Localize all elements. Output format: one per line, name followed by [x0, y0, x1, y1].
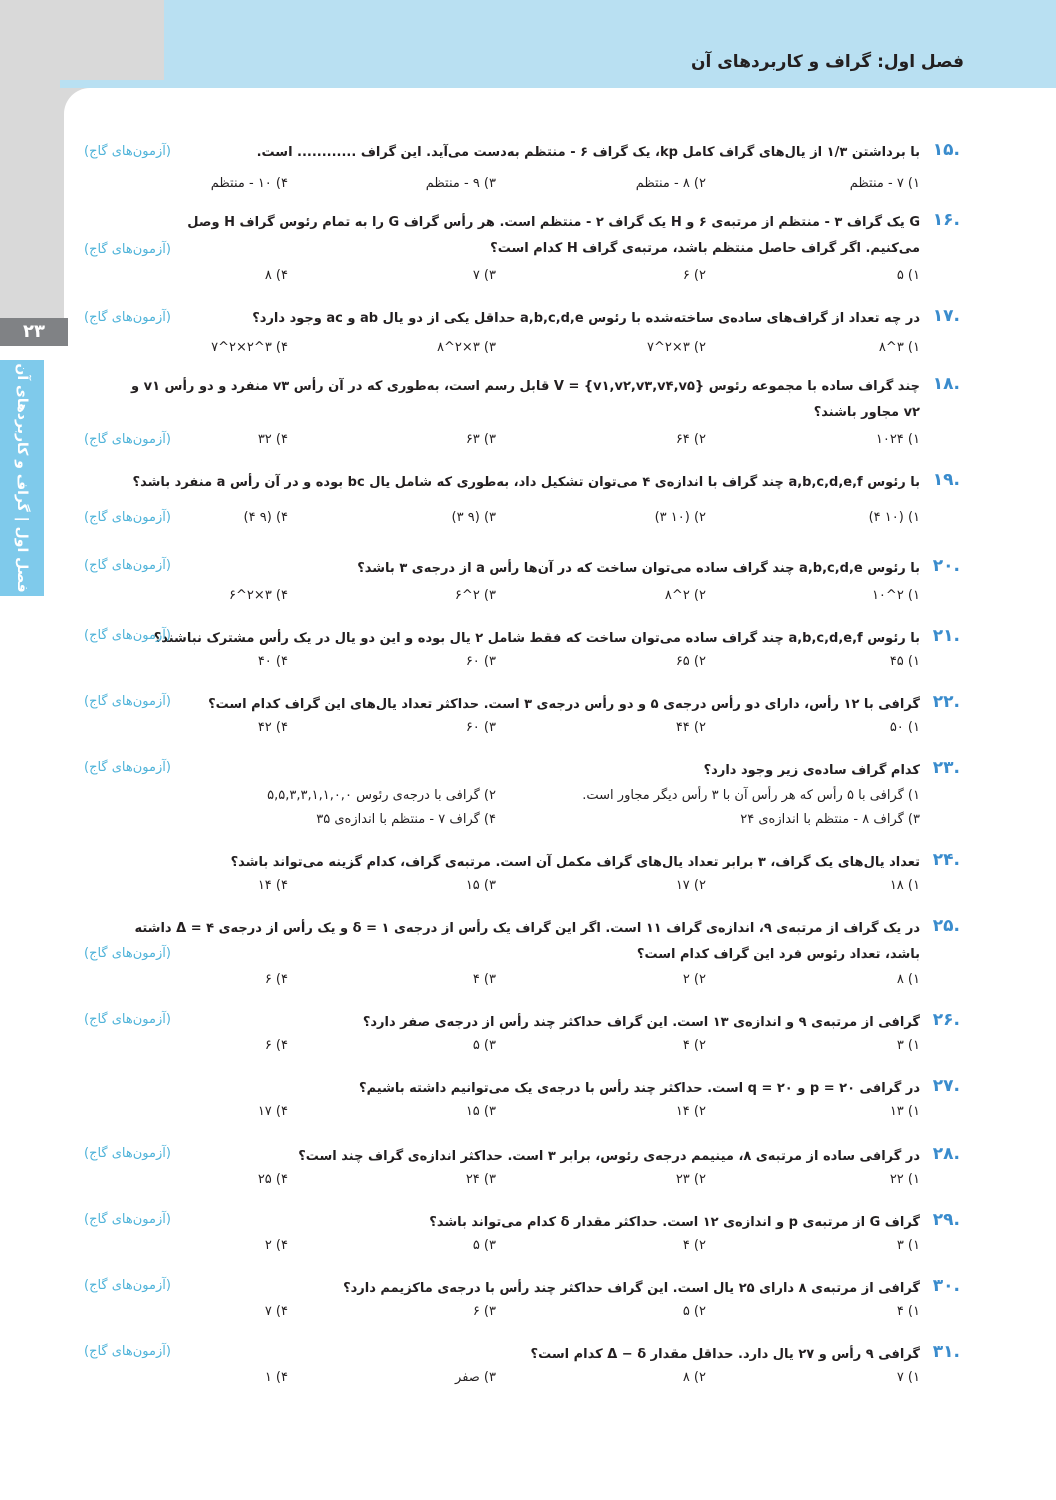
option-3[interactable]: ۳) ۹ - منتظم — [425, 176, 496, 191]
question-number: ۲۶. — [932, 1010, 960, 1030]
option-2[interactable]: ۲) ۲^۸ — [664, 588, 706, 603]
question-text: گراف G از مرتبه‌ی p و اندازه‌ی ۱۲ است. حداکثر مقدار δ کدام می‌تواند باشد؟ — [429, 1215, 920, 1230]
option-4[interactable]: ۴) ۶ — [264, 1038, 288, 1053]
source-tag: (آزمون‌های گاج) — [84, 558, 171, 573]
source-tag: (آزمون‌های گاج) — [84, 310, 171, 325]
question-number: ۱۷. — [932, 306, 960, 326]
option-2[interactable]: ۲) ۸ - منتظم — [635, 176, 706, 191]
question-text: گرافی از مرتبه‌ی ۹ و اندازه‌ی ۱۳ است. این گراف حداکثر چند رأس از درجه‌ی صفر دارد؟ — [362, 1015, 920, 1030]
question-text: گرافی از مرتبه‌ی ۸ دارای ۲۵ یال است. این گراف حداکثر چند رأس با درجه‌ی ماکزیمم دارد؟ — [343, 1281, 920, 1296]
source-tag: (آزمون‌های گاج) — [84, 510, 171, 525]
option-2[interactable]: ۲) ۶۵ — [675, 654, 706, 669]
option-1[interactable]: ۱) ۱۸ — [889, 878, 920, 893]
option-3[interactable]: ۳) ۶۰ — [465, 654, 496, 669]
option-2[interactable]: ۲) ۱۴ — [675, 1104, 706, 1119]
option-4[interactable]: ۴) (۹ ۴) — [243, 510, 288, 525]
option-4[interactable]: ۴) ۲۵ — [257, 1172, 288, 1187]
option-1[interactable]: ۱) ۳ — [896, 1238, 920, 1253]
question-number: ۱۹. — [932, 470, 960, 490]
question-number: ۲۸. — [932, 1144, 960, 1164]
option-2[interactable]: ۲) ۸ — [682, 1370, 706, 1385]
option-4[interactable]: ۴) ۸ — [264, 268, 288, 283]
option-4[interactable]: ۴) ۳×۲^۶ — [229, 588, 288, 603]
option-2[interactable]: ۲) ۲۳ — [675, 1172, 706, 1187]
chapter-title: فصل اول: گراف و کاربردهای آن — [690, 52, 964, 72]
source-tag: (آزمون‌های گاج) — [84, 628, 171, 643]
question-text: گرافی ۹ رأس و ۲۷ یال دارد. حداقل مقدار Δ − δ کدام است؟ — [530, 1347, 920, 1362]
question-text: با رئوس a,b,c,d,e چند گراف ساده می‌توان ساخت که در آن‌ها رأس a از درجه‌ی ۳ باشد؟ — [357, 561, 920, 576]
question-text: با رئوس a,b,c,d,e,f چند گراف ساده می‌توان ساخت که فقط شامل ۲ یال بوده و این دو یال در یک رأس مشترک نباشند؟ — [153, 631, 920, 646]
option-4[interactable]: ۴) ۱ — [264, 1370, 288, 1385]
source-tag: (آزمون‌های گاج) — [84, 1146, 171, 1161]
question-text: چند گراف ساده با مجموعه رئوس V = {v۱,v۲,v۳,v۴,v۵} قابل رسم است، به‌طوری که در آن رأس v۳ منفرد و دو رأس v۱ و v۲ مجاور باشند؟ — [130, 379, 920, 420]
option-4[interactable]: ۴) ۶ — [264, 972, 288, 987]
option-4[interactable]: ۴) ۱۴ — [257, 878, 288, 893]
option-3[interactable]: ۳) ۶ — [472, 1304, 496, 1319]
source-tag: (آزمون‌های گاج) — [84, 1344, 171, 1359]
question-number: ۱۶. — [932, 210, 960, 230]
option-3[interactable]: ۳) ۶۳ — [465, 432, 496, 447]
option-1[interactable]: ۱) (۱۰ ۴) — [868, 510, 920, 525]
option-4[interactable]: ۴) ۳^۲×۲^۷ — [211, 340, 288, 355]
option-4[interactable]: ۴) گراف ۷ - منتظم با اندازه‌ی ۳۵ — [316, 812, 496, 827]
option-1[interactable]: ۱) ۵۰ — [889, 720, 920, 735]
option-1[interactable]: ۱) گرافی با ۵ رأس که هر رأس آن با ۳ رأس دیگر مجاور است. — [582, 788, 920, 803]
option-3[interactable]: ۳) صفر — [455, 1370, 496, 1385]
question-text: G یک گراف ۳ - منتظم از مرتبه‌ی ۶ و H یک گراف ۲ - منتظم است. هر رأس گراف G را به تمام رئوس گراف H وصل می‌کنیم. اگر گراف حاصل منتظم باشد، مرتبه‌ی گراف H کدام است؟ — [187, 215, 920, 256]
page-number: ۲۳ — [23, 321, 45, 342]
option-1[interactable]: ۱) ۱۰۲۴ — [875, 432, 920, 447]
option-3[interactable]: ۳) ۱۵ — [465, 1104, 496, 1119]
option-1[interactable]: ۱) ۵ — [896, 268, 920, 283]
option-2[interactable]: ۲) ۴ — [682, 1038, 706, 1053]
option-4[interactable]: ۴) ۴۰ — [257, 654, 288, 669]
option-4[interactable]: ۴) ۲ — [264, 1238, 288, 1253]
option-3[interactable]: ۳) (۹ ۳) — [451, 510, 496, 525]
option-2[interactable]: ۲) ۴ — [682, 1238, 706, 1253]
source-tag: (آزمون‌های گاج) — [84, 144, 171, 159]
option-1[interactable]: ۱) ۷ — [896, 1370, 920, 1385]
option-3[interactable]: ۳) ۴ — [472, 972, 496, 987]
option-3[interactable]: ۳) ۵ — [472, 1038, 496, 1053]
option-4[interactable]: ۴) ۷ — [264, 1304, 288, 1319]
option-3[interactable]: ۳) ۵ — [472, 1238, 496, 1253]
option-2[interactable]: ۲) ۶۴ — [675, 432, 706, 447]
option-3[interactable]: ۳) گراف ۸ - منتظم با اندازه‌ی ۲۴ — [740, 812, 920, 827]
question-text: در چه تعداد از گراف‌های ساده‌ی ساخته‌شده با رئوس a,b,c,d,e حداقل یکی از دو یال ab و ac وجود دارد؟ — [252, 311, 920, 326]
question-number: ۱۵. — [932, 140, 960, 160]
header-band-lower — [60, 80, 1056, 88]
option-1[interactable]: ۱) ۲^۱۰ — [871, 588, 920, 603]
source-tag: (آزمون‌های گاج) — [84, 1012, 171, 1027]
option-1[interactable]: ۱) ۳ — [896, 1038, 920, 1053]
question-number: ۲۰. — [932, 556, 960, 576]
source-tag: (آزمون‌های گاج) — [84, 242, 171, 257]
option-2[interactable]: ۲) ۳×۲^۷ — [647, 340, 706, 355]
option-1[interactable]: ۱) ۲۲ — [889, 1172, 920, 1187]
option-1[interactable]: ۱) ۷ - منتظم — [849, 176, 920, 191]
question-number: ۲۷. — [932, 1076, 960, 1096]
option-4[interactable]: ۴) ۱۷ — [257, 1104, 288, 1119]
option-4[interactable]: ۴) ۱۰ - منتظم — [210, 176, 288, 191]
question-text: با رئوس a,b,c,d,e,f چند گراف با اندازه‌ی ۴ می‌توان تشکیل داد، به‌طوری که شامل یال bc بوده و در آن رأس a منفرد باشد؟ — [132, 475, 920, 490]
option-2[interactable]: ۲) ۴۴ — [675, 720, 706, 735]
option-3[interactable]: ۳) ۱۵ — [465, 878, 496, 893]
option-1[interactable]: ۱) ۴ — [896, 1304, 920, 1319]
question-number: ۲۵. — [932, 916, 960, 936]
question-text: با برداشتن ۱/۳ از یال‌های گراف کامل kp، یک گراف ۶ - منتظم به‌دست می‌آید. این گراف ............ است. — [256, 145, 920, 160]
option-3[interactable]: ۳) ۲۴ — [465, 1172, 496, 1187]
source-tag: (آزمون‌های گاج) — [84, 1278, 171, 1293]
question-number: ۳۰. — [932, 1276, 960, 1296]
source-tag: (آزمون‌های گاج) — [84, 432, 171, 447]
question-number: ۲۳. — [932, 758, 960, 778]
question-number: ۲۹. — [932, 1210, 960, 1230]
option-1[interactable]: ۱) ۸ — [896, 972, 920, 987]
option-1[interactable]: ۱) ۴۵ — [889, 654, 920, 669]
source-tag: (آزمون‌های گاج) — [84, 760, 171, 775]
option-3[interactable]: ۳) ۳×۲^۸ — [437, 340, 496, 355]
question-text: گرافی با ۱۲ رأس، دارای دو رأس درجه‌ی ۵ و دو رأس درجه‌ی ۳ است. حداکثر تعداد یال‌های این گراف کدام است؟ — [208, 697, 920, 712]
question-text: در یک گراف از مرتبه‌ی ۹، اندازه‌ی گراف ۱۱ است. اگر این گراف یک رأس از درجه‌ی δ = ۱ و یک رأس از درجه‌ی Δ = ۴ داشته باشد، تعداد رئوس فرد این گراف کدام است؟ — [134, 921, 920, 962]
question-text: در گرافی ساده از مرتبه‌ی ۸، مینیمم درجه‌ی رئوس، برابر ۳ است. حداکثر اندازه‌ی گراف چند است؟ — [298, 1149, 920, 1164]
question-number: ۳۱. — [932, 1342, 960, 1362]
option-2[interactable]: ۲) ۵ — [682, 1304, 706, 1319]
option-1[interactable]: ۱) ۳^۸ — [878, 340, 920, 355]
question-text: در گرافی p = ۲۰ و q = ۲۰ است. حداکثر چند رأس با درجه‌ی یک می‌توانیم داشته باشیم؟ — [359, 1081, 920, 1096]
option-4[interactable]: ۴) ۳۲ — [257, 432, 288, 447]
option-3[interactable]: ۳) ۲^۶ — [454, 588, 496, 603]
option-2[interactable]: ۲) گرافی با درجه‌ی رئوس ۵,۵,۳,۳,۱,۱,۰,۰ — [267, 788, 496, 803]
option-2[interactable]: ۲) ۶ — [682, 268, 706, 283]
source-tag: (آزمون‌های گاج) — [84, 946, 171, 961]
source-tag: (آزمون‌های گاج) — [84, 1212, 171, 1227]
option-3[interactable]: ۳) ۷ — [472, 268, 496, 283]
option-2[interactable]: ۲) ۲ — [682, 972, 706, 987]
question-text: کدام گراف ساده‌ی زیر وجود دارد؟ — [703, 763, 920, 778]
option-2[interactable]: ۲) ۱۷ — [675, 878, 706, 893]
source-tag: (آزمون‌های گاج) — [84, 694, 171, 709]
question-number: ۲۱. — [932, 626, 960, 646]
option-1[interactable]: ۱) ۱۳ — [889, 1104, 920, 1119]
question-number: ۲۴. — [932, 850, 960, 870]
option-3[interactable]: ۳) ۶۰ — [465, 720, 496, 735]
option-2[interactable]: ۲) (۱۰ ۳) — [654, 510, 706, 525]
side-tab-label: فصل اول | گراف و کاربردهای آن — [14, 363, 30, 593]
question-number: ۲۲. — [932, 692, 960, 712]
question-text: تعداد یال‌های یک گراف، ۳ برابر تعداد یال‌های گراف مکمل آن است. مرتبه‌ی گراف، کدام گزینه می‌تواند باشد؟ — [230, 855, 920, 870]
question-number: ۱۸. — [932, 374, 960, 394]
option-4[interactable]: ۴) ۴۲ — [257, 720, 288, 735]
